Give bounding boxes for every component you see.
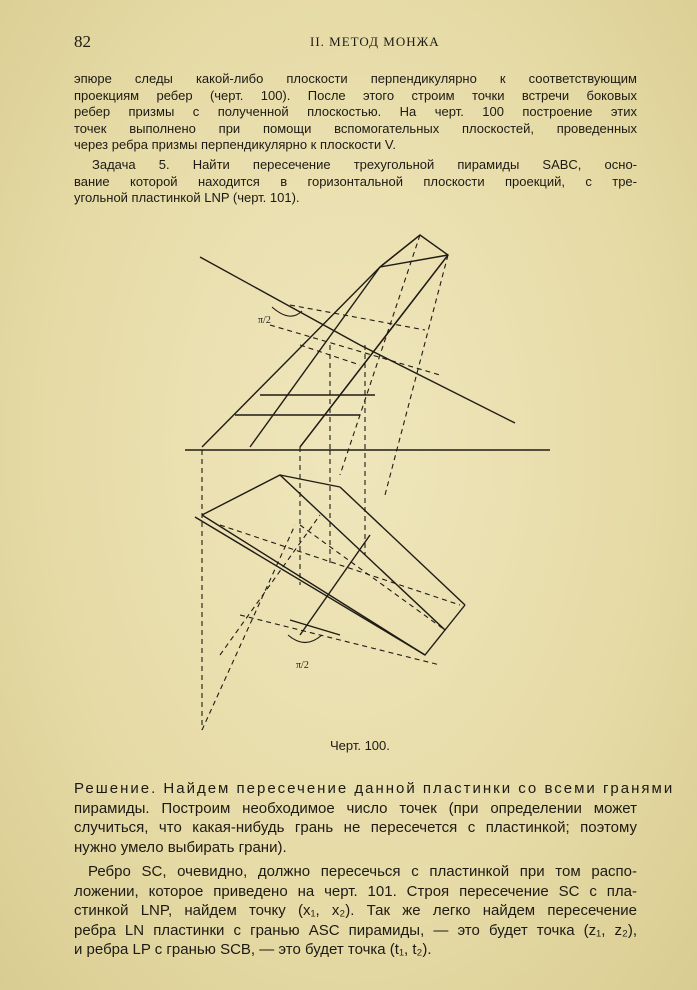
running-head: II. МЕТОД МОНЖА <box>310 34 440 49</box>
text-line: Решение. Найдем пересечение данной пластинки со всеми гранями <box>74 780 675 797</box>
text-line: ребер призмы с полученной плоскостью. На черт. 100 построение этих <box>74 104 637 119</box>
text-line: Ребро SC, очевидно, должно пересечься с пластинкой при том распо- <box>88 863 637 880</box>
text-line: ребра LN пластинки с гранью ASC пирамиды, — это будет точка (z₁, z₂), <box>74 921 637 939</box>
text-line: ложении, которое приведено на черт. 101. Строя пересечение SC с пла- <box>74 882 637 900</box>
lower-prism-outline <box>195 475 445 655</box>
figure-caption: Черт. 100. <box>330 738 390 753</box>
hidden-edge <box>340 235 420 475</box>
lower-plane-trace <box>300 535 370 635</box>
page-number: 82 <box>74 32 91 51</box>
upper-prism-middle-edge <box>250 267 380 447</box>
edge-paragraph <box>74 862 637 960</box>
lower-prism-back-edge <box>340 487 465 605</box>
text-line: пирамиды. Построим необходимое число точек (при определении может <box>74 799 637 817</box>
text-line: стинкой LNP, найдем точку (x₁, x₂). Так же легко найдем пересечение <box>74 902 637 919</box>
upper-prism-top-edge <box>380 255 448 267</box>
text-line: случиться, что какая-нибудь грань не пересечется с пластинкой; поэтому <box>74 819 637 836</box>
angle-label-bottom: π/2 <box>296 660 309 671</box>
figure-100 <box>180 225 560 745</box>
angle-label-top: π/2 <box>258 315 271 326</box>
text-line: эпюре следы какой-либо плоскости перпендикулярно к соответствующим <box>74 71 637 86</box>
task-paragraph <box>74 157 637 207</box>
text-line: нужно умело выбирать грани). <box>74 838 287 856</box>
text-line: точек выполнено при помощи вспомогательных плоскостей, проведенных <box>74 120 637 136</box>
page-header <box>74 32 635 52</box>
text-line: через ребра призмы перпендикулярно к плоскости V. <box>74 137 396 152</box>
right-angle-arc-bottom <box>288 635 322 643</box>
plane-trace-upper-cont <box>360 345 515 423</box>
top-paragraph <box>74 71 637 154</box>
plane-trace-upper <box>200 257 360 345</box>
text-line: Задача 5. Найти пересечение трехугольной пирамиды SABC, осно- <box>92 157 637 172</box>
monge-diagram <box>180 225 560 745</box>
text-line: проекциям ребер (черт. 100). После этого строим точки встречи боковых <box>74 87 637 103</box>
text-line: и ребра LP с гранью SCB, — это будет точка (t₁, t₂). <box>74 941 432 958</box>
text-line: вание которой находится в горизонтальной плоскости проекций, с тре- <box>74 173 637 189</box>
text-line: угольной пластинкой LNP (черт. 101). <box>74 190 300 205</box>
right-angle-arc-top <box>272 307 302 316</box>
solution-paragraph <box>74 779 675 857</box>
